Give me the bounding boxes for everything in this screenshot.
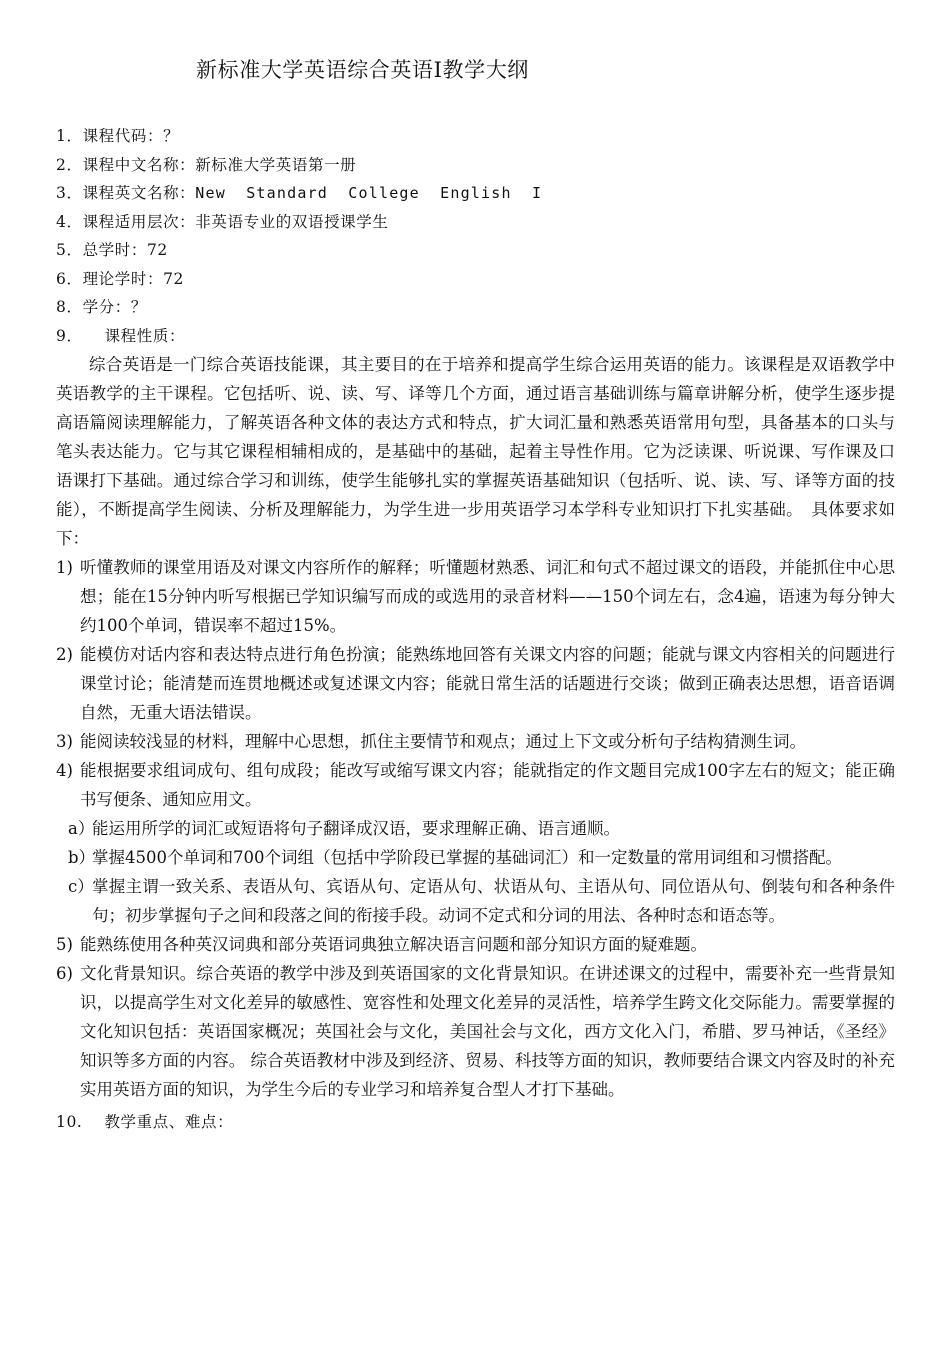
- meta-num: 6．: [56, 269, 83, 288]
- requirement-text: 能熟练使用各种英汉词典和部分英语词典独立解决语言问题和部分知识方面的疑难题。: [80, 935, 707, 954]
- sub-requirement-text: 掌握主谓一致关系、表语从句、宾语从句、定语从句、状语从句、主语从句、同位语从句、倒装句和各种条件句；初步掌握句子之间和段落之间的衔接手段。动词不定式和分词的用法、各种时态和语态等。: [92, 877, 895, 925]
- requirement-num: 4): [56, 761, 73, 780]
- sub-requirement-num: a）: [68, 819, 95, 838]
- meta-num: 1．: [56, 127, 83, 145]
- meta-list: [56, 122, 895, 350]
- meta-text: 理论学时：72: [82, 269, 184, 288]
- sub-requirement-num: c）: [68, 877, 94, 896]
- section-10-heading: [56, 1107, 895, 1137]
- requirement-num: 6): [56, 964, 73, 983]
- requirement-text: 听懂教师的课堂用语及对课文内容所作的解释；听懂题材熟悉、词汇和句式不超过课文的语段，并能抓住中心思想；能在15分钟内听写根据已学知识编写而成的或选用的录音材料——150个词左右，念4遍，语速为每分钟大约100个单词，错误率不超过15%。: [80, 558, 895, 635]
- requirement-text: 能阅读较浅显的材料，理解中心思想，抓住主要情节和观点；通过上下文或分析句子结构猜测生词。: [80, 732, 806, 751]
- sub-requirement-item: [56, 814, 895, 843]
- meta-num: 9．: [56, 326, 83, 345]
- meta-course-en-name: [56, 179, 895, 208]
- section-text: 教学重点、难点：: [104, 1113, 234, 1131]
- meta-text: 学分：？: [82, 298, 147, 316]
- meta-course-code: [56, 122, 895, 151]
- requirement-text: 文化背景知识。综合英语的教学中涉及到英语国家的文化背景知识。在讲述课文的过程中，需要补充一些背景知识，以提高学生对文化差异的敏感性、宽容性和处理文化差异的灵活性，培养学生跨文化交际能力。需要掌握的文化知识包括：英语国家概况；英国社会与文化，美国社会与文化，西方文化入门，希腊、罗马神话，《圣经》知识等多方面的内容。 综合英语教材中涉及到经济、贸易、科技等方面的知识，教师要结合课文内容及时的补充实用英语方面的知识，为学生今后的专业学习和培养复合型人才打下基础。: [80, 964, 895, 1099]
- requirement-item: [56, 756, 895, 814]
- meta-course-nature: [56, 322, 895, 351]
- meta-course-cn-name: [56, 151, 895, 180]
- meta-text: 课程适用层次：非英语专业的双语授课学生: [82, 212, 389, 231]
- course-nature-paragraph: 综合英语是一门综合英语技能课，其主要目的在于培养和提高学生综合运用英语的能力。该课程是双语教学中英语教学的主干课程。它包括听、说、读、写、译等几个方面，通过语言基础训练与篇章讲解分析，使学生逐步提高语篇阅读理解能力，了解英语各种文体的表达方式和特点，扩大词汇量和熟悉英语常用句型，具备基本的口头与笔头表达能力。它与其它课程相辅相成的，是基础中的基础，起着主导性作用。它为泛读课、听说课、写作课及口语课打下基础。通过综合学习和训练，使学生能够扎实的掌握英语基础知识（包括听、说、读、写、译等方面的技能），不断提高学生阅读、分析及理解能力，为学生进一步用英语学习本学科专业知识打下扎实基础。 具体要求如下：: [56, 355, 895, 548]
- meta-theory-hours: [56, 265, 895, 294]
- requirement-item: [56, 727, 895, 756]
- meta-text: 课程性质：: [104, 326, 186, 345]
- requirements-list: [56, 553, 895, 1104]
- meta-num: 4．: [56, 212, 83, 231]
- document-title: 新标准大学英语综合英语Ⅰ教学大纲: [196, 58, 529, 82]
- section-num: 10.: [56, 1113, 83, 1131]
- sub-requirement-item: [56, 843, 895, 872]
- meta-total-hours: [56, 236, 895, 265]
- meta-num: 5．: [56, 241, 83, 259]
- requirement-item: [56, 930, 895, 959]
- meta-label: 课程英文名称：: [82, 184, 196, 202]
- meta-text: 课程中文名称：新标准大学英语第一册: [82, 155, 357, 174]
- requirement-num: 1): [56, 558, 73, 577]
- sub-requirement-text: 能运用所学的词汇或短语将句子翻译成汉语，要求理解正确、语言通顺。: [92, 819, 620, 838]
- meta-num: 2．: [56, 155, 83, 174]
- requirement-text: 能根据要求组词成句、组句成段；能改写或缩写课文内容；能就指定的作文题目完成100字左右的短文；能正确书写便条、通知应用文。: [80, 761, 895, 809]
- meta-text: 课程代码：？: [82, 127, 180, 145]
- requirement-item: [56, 640, 895, 727]
- requirement-item: [56, 959, 895, 1104]
- meta-credits: [56, 293, 895, 322]
- sub-requirement-item: [56, 872, 895, 930]
- meta-text: New Standard College English I: [195, 184, 543, 202]
- meta-num: 8．: [56, 298, 83, 316]
- sub-requirement-num: b）: [68, 848, 96, 867]
- requirement-num: 5): [56, 935, 73, 954]
- meta-text: 总学时：72: [82, 241, 168, 259]
- requirement-num: 3): [56, 732, 73, 751]
- requirement-item: [56, 553, 895, 640]
- requirement-num: 2): [56, 645, 73, 664]
- meta-course-level: [56, 208, 895, 237]
- meta-num: 3．: [56, 184, 83, 202]
- requirement-text: 能模仿对话内容和表达特点进行角色扮演；能熟练地回答有关课文内容的问题；能就与课文内容相关的问题进行课堂讨论；能清楚而连贯地概述或复述课文内容；能就日常生活的话题进行交谈；做到正确表达思想，语音语调自然，无重大语法错误。: [80, 645, 895, 722]
- sub-requirement-text: 掌握4500个单词和700个词组（包括中学阶段已掌握的基础词汇）和一定数量的常用词组和习惯搭配。: [92, 848, 842, 867]
